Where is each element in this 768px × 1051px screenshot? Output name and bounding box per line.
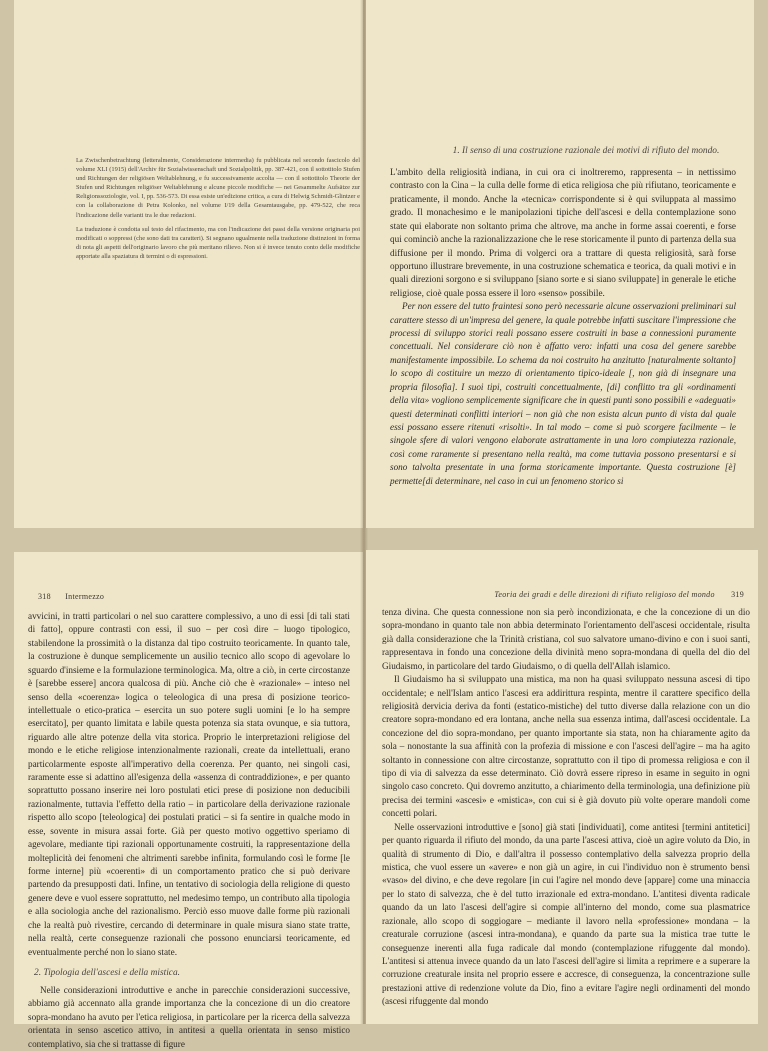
page-number: 319	[731, 590, 744, 599]
paragraph: Per non essere del tutto fraintesi sono però necessarie alcune osservazioni preliminari sul carattere stesso di un'impresa del genere, la quale potrebbe infatti suscitare l'impressione che processi di sviluppo storici reali possano essere costruiti in base a connessioni puramente concettuali. Nel considerare ciò non è affatto vero: infatti una cosa del genere sarebbe manifestamente impossibile. Lo schema da noi costruito ha anzitutto [naturalmente soltanto] lo scopo di costituire un mezzo di orientamento tipico-ideale [, non già di insegnare una propria filosofia]. I suoi tipi, costruiti concettualmente, [di] conflitto tra gli «ordinamenti della vita» vogliono semplicemente significare che in questi punti sono possibili e «adeguati» questi determinati conflitti interiori – non già che non esista alcun punto di vista dal quale essi possano essere ritenuti «risolti». In tal modo – come si può scorgere facilmente – le singole sfere di valori vengono elaborate astrattamente in una loro compiutezza razionale, così come raramente si presentano nella realtà, ma come tuttavia possono presentarsi e si sono talvolta presentate in una forma storicamente importante. Questa costruzione [è] permette[di determinare, nel caso in cui un fenomeno storico si	[390, 301, 736, 486]
section-heading: 2. Tipologia dell'ascesi e della mistica.	[34, 968, 181, 978]
paragraph: Il Giudaismo ha sì sviluppato una mistica, ma non ha quasi sviluppato nessuna ascesi di tipo occidentale; e nell'Islam antico l'ascesi era addirittura respinta, mentre il carattere specifico della religiosità dervicia deriva da fonti (estatico-mistiche) del tutto diverse dalla relazione con un dio creatore sopra-mondano ed era lontana, anche nella sua essenza intima, dall'ascesi occidentale. La concezione del dio sopra-mondano, per quanto importante sia stata, non ha chiaramente agito da sola – nonostante la sua affinità con la profezia di missione e con l'ascesi dell'agire – ma ha agito soltanto in connessione con altre circostanze, soprattutto con il tipo di promessa religiosa e con il tipo di via di salvezza da esse determinato. Ciò dovrà essere ripreso in esame in seguito in ogni singolo caso concreto. Qui dovremo anzitutto, a chiarimento della terminologia, una definizione più precisa dei termini «ascesi» e «mistica», con cui si è già dovuto più volte operare mandoli come concetti polari.	[382, 674, 750, 819]
note-paragraph-1: La Zwischenbetrachtung (letteralmente, Considerazione intermedia) fu pubblicata nel secondo fascicolo del volume XLI (1915) dell'Archiv für Sozialwissenschaft und Sozialpolitik, pp. 387-421, con il sottotitolo Stufen und Richtungen der religiösen Weltablehnung, e fu successivamente accolta — con il sottotitolo Theorie der Stufen und Richtungen religiöser Weltablehnung e alcune piccole modifiche — nei Gesammelte Aufsätze zur Religionssoziologie, vol. I, pp. 536-573. Di essa esiste un'edizione critica, a cura di Helwig Schmidt-Glintzer e con la collaborazione di Petra Kolonko, nel volume I/19 della Gesamtausgabe, pp. 479-522, che reca l'indicazione delle varianti tra le due redazioni.	[76, 157, 360, 219]
running-header	[366, 590, 744, 599]
editorial-note	[76, 156, 360, 266]
right-page-top	[366, 0, 754, 528]
paragraph: tenza divina. Che questa connessione non sia però incondizionata, e che la concezione di un dio sopra-mondano in quanto tale non abbia determinato l'orientamento dell'ascesi occidentale, risulta già dalla considerazione che la Trinità cristiana, col suo salvatore umano-divino e con i suoi santi, rappresentava in fondo una concezione della divinità meno sopra-mondana di quella del dio del Giudaismo, in particolare del tardo Giudaismo, o di quella dell'Allah islamico.	[382, 607, 750, 671]
bottom-spread	[0, 540, 768, 1049]
paragraph: Nelle considerazioni introduttive e anche in parecchie considerazioni successive, abbiamo già accennato alla grande importanza che la concezione di un dio creatore sopra-mondano ha avuto per l'etica religiosa, in particolare per la ricerca della salvezza orientata in senso ascetico attivo, in antitesi a quella orientata in senso mistico contemplativo, sia che si trattasse di figure	[28, 985, 350, 1049]
running-head-title: Teoria dei gradi e delle direzioni di rifiuto religioso del mondo	[494, 590, 715, 599]
body-text	[28, 610, 350, 959]
note-paragraph-2: La traduzione è condotta sul testo del rifacimento, ma con l'indicazione dei passi della versione originaria poi modificati o soppressi (che sono dati tra caratteri). Si segnano ugualmente nella traduzione distinzioni in forma di nota gli aspetti dell'originario lavoro che più meritano rilievo. Non si è invece tenuto conto delle modifiche apportate alla spaziatura di termini o di espressioni.	[76, 225, 360, 260]
page-number: 318	[38, 592, 51, 601]
paragraph: Nelle osservazioni introduttive e [sono] già stati [individuati], come antitesi [termini antitetici] per quanto riguarda il rifiuto del mondo, da una parte l'ascesi attiva, cioè un agire voluto da Dio, in qualità di strumento di Dio, e dall'altra il possesso contemplativo della salvezza proprio della mistica, che vuol essere un «avere» e non già un agire, in cui l'individuo non è strumento bensì «vaso» del divino, e che deve regolare [in cui l'agire nel mondo deve [appare] come una minaccia per lo stato di salvezza, che è del tutto irrazionale ed extra-mondano. L'antitesi diventa radicale quando da un lato l'ascesi dell'agire si compie all'interno del mondo, come sua plasmatrice razionale, allo scopo di soggiogare – mediante il lavoro nella «professione» mondana – la creaturale corruzione (ascesi intra-mondana), e quando da parte sua la mistica trae tutte le conseguenze inerenti alla fuga radicale dal mondo (contemplazione rifuggente dal mondo). L'antitesi si attenua invece quando da un lato l'ascesi dell'agire si limita a reprimere e a superare la corruzione creaturale insita nel proprio essere e accresce, di conseguenza, la concentrazione sulle prestazioni attive di redenzione volute da Dio, fino a evitare l'agire negli ordinamenti del mondo (ascesi rifuggente dal mondo	[382, 821, 750, 1007]
running-head-title: Intermezzo	[65, 592, 105, 601]
body-text	[28, 984, 350, 1051]
body-text	[390, 166, 736, 488]
paragraph: L'ambito della religiosità indiana, in cui ora ci inoltreremo, rappresenta – in nettissimo contrasto con la Cina – la culla delle forme di etica religiosa che più rifiutano, teoricamente e praticamente, il mondo. Anche la «tecnica» corrispondente si è qui sviluppata al massimo grado. Il monachesimo e le manipolazioni tipiche dell'ascesi e della contemplazione sono state qui elaborate non soltanto prima che altrove, ma anche in forme assai coerenti, e forse qui cominciò anche la razionalizzazione che le rese storicamente il punto di partenza della sua diffusione per il mondo. Prima di volgerci ora a trattare di questa religiosità, sarà forse opportuno illustrare brevemente, in una costruzione schematica e teorica, da quali motivi e in quali direzioni sorgono e si sviluppano [siano sorte e si siano sviluppate] in generale le etiche religiose, cioè quale possa essere il loro «senso» possibile.	[390, 167, 736, 298]
section-heading: 1. Il senso di una costruzione razionale dei motivi di rifiuto del mondo.	[452, 146, 720, 156]
paragraph: avvicini, in tratti particolari o nel suo carattere complessivo, a uno di essi [di tali stati di fatto], oppure contrasti con essi, il suo – per così dire – luogo tipologico, stabilendone la prossimità o la distanza dal tipo costruito teoricamente. In quanto tale, la costruzione è dunque semplicemente un ausilio tecnico allo scopo di agevolare lo sguardo d'insieme e la formulazione terminologica. Ma, oltre a ciò, in certe circostanze è [sarebbe essere] ancora qualcosa di più. Anche ciò che è «razionale» – inteso nel senso della «coerenza» logica o teleologica di una presa di posizione teorico-intellettuale o etico-pratica – esercita un suo potere sugli uomini [e lo ha sempre esercitato], per quanto limitata e labile questa potenza sia stata ovunque, e sia tuttora, riguardo alle altre potenze della vita storica. Proprio le interpretazioni religiose del mondo e le etiche religiose intenzionalmente razionali, create da intellettuali, erano particolarmente esposte all'imperativo della coerenza. Per quanto, nei singoli casi, raramente esse si adattino all'esigenza della «assenza di contraddizione», e per quanto soprattutto possano inserire nei loro postulati etici prese di posizione non deducibili razionalmente, tuttavia l'effetto della ratio – in particolare della derivazione razionale rispetto allo scopo [teleologica] dei postulati pratici – si fa sentire in qualche modo in esse, sovente in misura assai forte. Già per questo motivo oggettivo speriamo di agevolare, mediante tipi razionali opportunamente costruiti, la rappresentazione della molteplicità dei fenomeni che altrimenti sarebbe infinita, formulando così le forme [le forme interne] più «coerenti» di un comportamento pratico che si può derivare partendo da presupposti dati. Infine, un tentativo di sociologia della religione di questo genere deve e vuol essere soprattutto, nel medesimo tempo, un contributo alla tipologia e alla sociologia anche del razionalismo. Perciò esso muove dalle forme più razionali che la realtà può rivestire, cercando di determinare in quale misura siano state tratte, nella realtà, certe conseguenze razionali che possono enunciarsi teoricamente, ed eventualmente perché non lo siano state.	[28, 611, 350, 957]
left-page-top	[14, 0, 363, 528]
right-page-bottom	[366, 550, 758, 1024]
running-header	[38, 592, 348, 601]
left-page-bottom	[14, 552, 363, 1049]
body-text	[382, 606, 750, 1009]
